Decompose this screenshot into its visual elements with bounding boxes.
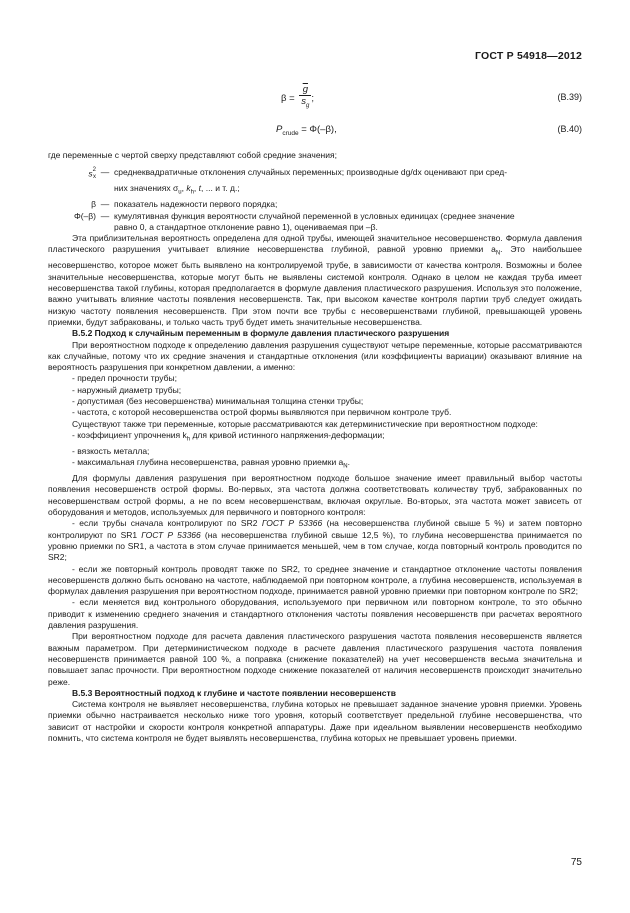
paragraph: - если трубы сначала контролируют по SR2 ГОСТ Р 53366 (на несовершенства глубиной свыше 5 %) и затем повторно контролируют по SR1 ГОСТ Р 53366 (на несовершенства глубиной свыше 12,5 %), то глубина несовершенства принимается по уровню приемки по SR1, а частота в этом случае принимается меньшей, чем в том случае, когда повторный контроль проводится по SR2; — [48, 518, 583, 563]
equation-number: (В.39) — [557, 92, 582, 102]
section-heading-b53: В.5.3 Вероятностный подход к глубине и частоте появлении несовершенств — [72, 687, 396, 698]
bullet-item: - максимальная глубина несовершенства, равная уровню приемки $a_N$. — [72, 457, 350, 470]
page-number: 75 — [570, 857, 582, 868]
bullet-item: - допустимая (без несовершенства) минимальная толщина стенки трубы; — [72, 396, 364, 407]
definition-list — [48, 167, 582, 233]
paragraph: - если же повторный контроль проводят также по SR2, то среднее значение и стандартное отклонение частоты появления несовершенств должно быть основано на частоте, наблюдаемой при повторном контроле, а глубина несовершенств, используемая в формулах давления разрушения при вероятностном подходе, принимается равной уровню приемки при повторном контроле по SR2; — [48, 563, 582, 597]
formula-b40 — [48, 124, 582, 146]
fraction-denominator — [299, 96, 311, 112]
paragraph: - если меняется вид контрольного оборудования, используемого при первичном или повторном контроле, то это обычно приводит к изменению среднего значения и стандартного отклонения частоты появления несовершенств при расчетах вероятного давления разрушения. — [48, 597, 582, 631]
definition-symbol: Φ(–β) — [73, 210, 96, 221]
definition-text: среднеквадратичные отклонения случайных переменных; производные dg/dx оценивают при сред- — [114, 167, 508, 178]
fraction — [299, 84, 311, 112]
formula-b39 — [48, 84, 582, 110]
fraction-numerator: $\overline{g}$ — [299, 84, 311, 96]
paragraph: Система контроля не выявляет несовершенства, глубина которых не превышает заданное значение уровня приемки. Уровень приемки обычно настраивается несколько ниже того уровня, который соответствует предельной глубине несовершенства, что зависит от настройки и скорости контроля конкретной аппаратуры. Даже при идеальном выявлении несовершенств необходимо помнить, что система контроля не будет выявлять несовершенства, глубина которых не превышает уровень приемки. — [48, 699, 582, 743]
definition-symbol: β — [91, 199, 96, 210]
bullet-item: - коэффициент упрочнения $k_h$ для кривой истинного напряжения-деформации; — [72, 429, 385, 443]
definition-continuation: равно 0, а стандартное отклонение равно 1), оцениваемая при –β. — [114, 221, 378, 232]
standard-header: ГОСТ Р 54918—2012 — [474, 50, 582, 62]
paragraph: Для формулы давления разрушения при вероятностном подходе большое значение имеет правильный выбор частоты появления несовершенств острой формы. Во-первых, эта частота должна соответствовать количеству труб, забракованных по несовершенствам острой формы, а не по всем несовершенствам, включая округлые. Во-вторых, эта частота может зависеть от оборудования и методов, используемых для первичного и повторного контроля: — [48, 473, 582, 518]
paragraph: При вероятностном подходе для расчета давления пластического разрушения частота появления несовершенств является важным параметром. При детерминистическом подходе в расчете давления пластического разрушения частота появления несовершенств принимается равной 100 %, а поправка (снижение показателей) на учет несовершенств весьма значительна и повышает запас прочности. При вероятностном подходе снижение показателей от наличия несовершенств происходит значительно реже. — [48, 631, 582, 687]
definition-item: Φ(–β) — кумулятивная функция вероятности случайной переменной в условных единицах (среднее значение — [48, 211, 582, 222]
definition-text: кумулятивная функция вероятности случайной переменной в условных единицах (среднее значение — [114, 210, 515, 221]
definition-continuation: них значениях $\sigma_u$, $k_h$, t, ... и т. д.; — [114, 183, 240, 196]
bullet-item: - предел прочности трубы; — [72, 373, 177, 384]
denominator-symbol: s — [301, 96, 307, 108]
definition-item: β — показатель надежности первого порядка; — [48, 199, 582, 210]
formula-tail: ; — [311, 92, 315, 104]
bullet-item: - вязкость металла; — [72, 445, 150, 456]
definition-text: показатель надежности первого порядка; — [114, 199, 278, 210]
formula-b39-expression — [281, 84, 314, 112]
paragraph: Существуют также три переменные, которые рассматриваются как детерминистические при вероятностном подходе: — [72, 418, 538, 429]
formula-lhs-subscript: crude — [282, 129, 299, 137]
paragraph: При вероятностном подходе к определению давления разрушения существуют четыре переменные, которые рассматриваются как случайные, потому что их средние значения и стандартные отклонения (или коэффициенты вариации) оказывают влияние на вероятность разрушения при конкретном давлении, а именно: — [48, 339, 582, 373]
intro-line: где переменные с чертой сверху представляют собой средние значения; — [48, 150, 337, 160]
definition-item: s 2 x — среднеквадратичные отклонения случайных переменных; производные dg/dx оценивают при сред- — [48, 167, 582, 181]
standard-reference: ГОСТ Р 53366 — [261, 518, 323, 529]
body-text — [48, 150, 582, 744]
paragraph: Эта приблизительная вероятность определена для одной трубы, имеющей значительное несовершенство. Формула давления пластического разрушения учитывает влияние несовершенства глубиной, равной уровню приемки $a_N$. Это наибольшее несовершенство, которое может быть выявлено на контролируемой трубе, в зависимости от качества контроля. Возможны и более значительные несовершенства, которые могут быть не выявлены системой контроля. Однако в целом не каждая труба имеет несовершенства такой глубины, которая предполагается в формуле давления пластического разрушения. Используя это положение, важно учитывать влияние частоты появления несовершенств. Так, при высоком качестве контроля партии труб следует ожидать низкую частоту появления несовершенств. При этом почти все трубы с несовершенствами глубиной, превышающей уровень приемки, будут забракованы, и только часть труб будет иметь значительные несовершенства. — [48, 233, 582, 327]
formula-b40-expression — [276, 124, 337, 139]
section-heading-b52: В.5.2 Подход к случайным переменным в формуле давления пластического разрушения — [72, 328, 450, 339]
formula-lhs: β = — [281, 92, 295, 104]
bullet-item: - частота, с которой несовершенства острой формы выявляются при первичном контроле труб. — [72, 407, 452, 418]
bullet-item: - наружный диаметр трубы; — [72, 384, 182, 395]
denominator-subscript: g — [306, 103, 310, 110]
formula-lhs: P — [276, 124, 283, 135]
definition-symbol: s 2 x — [88, 167, 96, 181]
formula-rhs: = Φ(–β), — [298, 124, 337, 135]
equation-number: (В.40) — [557, 124, 582, 134]
standard-reference: ГОСТ Р 53366 — [141, 529, 201, 540]
